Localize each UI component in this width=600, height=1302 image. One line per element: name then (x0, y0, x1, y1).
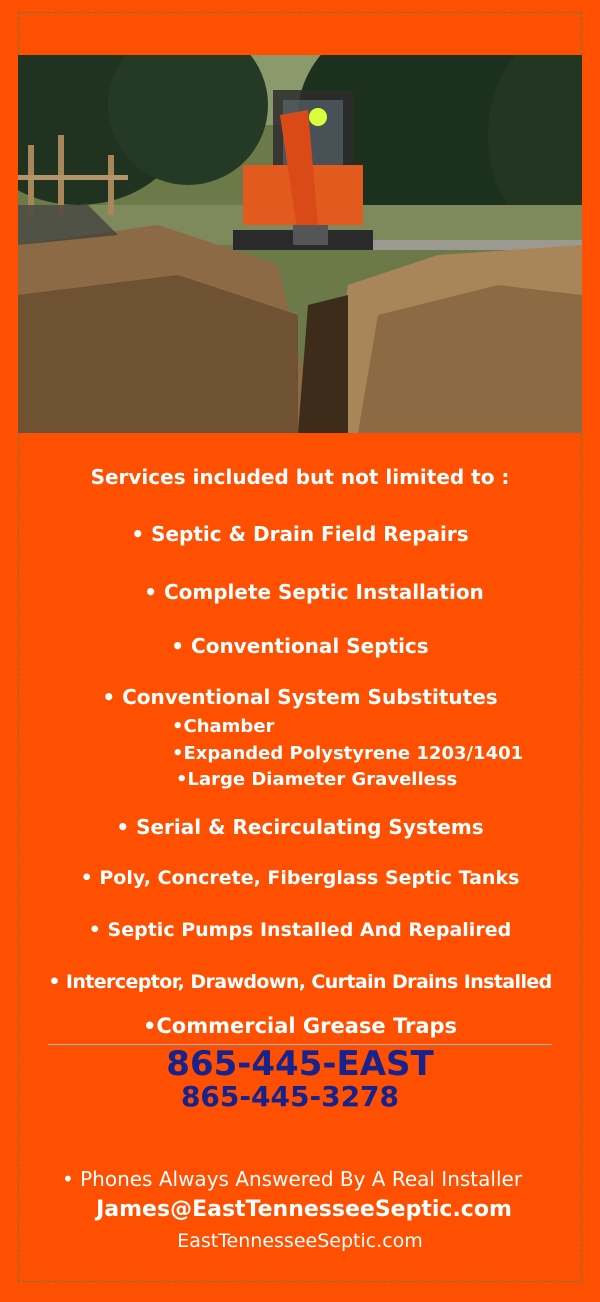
service-item-serial-recirculating-systems: • Serial & Recirculating Systems (116, 815, 484, 839)
service-item-septic-drain-field-repairs: • Septic & Drain Field Repairs (131, 522, 469, 546)
tagline: • Phones Always Answered By A Real Installer (61, 1167, 523, 1191)
service-item-conventional-septics: • Conventional Septics (171, 634, 429, 658)
service-item-complete-septic-installation: • Complete Septic Installation (144, 580, 484, 604)
phone-number[interactable]: 865-445-3278 (180, 1080, 400, 1113)
phone-vanity-number[interactable]: 865-445-EAST (166, 1044, 434, 1084)
website-link[interactable]: EastTennesseeSeptic.com (177, 1230, 423, 1252)
service-item-septic-pumps: • Septic Pumps Installed And Repalired (88, 919, 512, 941)
excavation-photo (18, 55, 582, 433)
service-item-septic-tanks: • Poly, Concrete, Fiberglass Septic Tanks (80, 867, 520, 889)
service-item-curtain-drains: • Interceptor, Drawdown, Curtain Drains Installed (48, 971, 552, 993)
service-subitem-chamber: •Chamber (172, 716, 275, 737)
service-item-conventional-system-substitutes: • Conventional System Substitutes (102, 685, 498, 709)
services-heading: Services included but not limited to : (90, 465, 510, 489)
service-item-commercial-grease-traps: •Commercial Grease Traps (142, 1014, 458, 1038)
email-link[interactable]: James@EastTennesseeSeptic.com (96, 1197, 512, 1222)
service-subitem-large-diameter-gravelless: •Large Diameter Gravelless (176, 769, 458, 790)
service-subitem-expanded-polystyrene: •Expanded Polystyrene 1203/1401 (172, 743, 524, 764)
